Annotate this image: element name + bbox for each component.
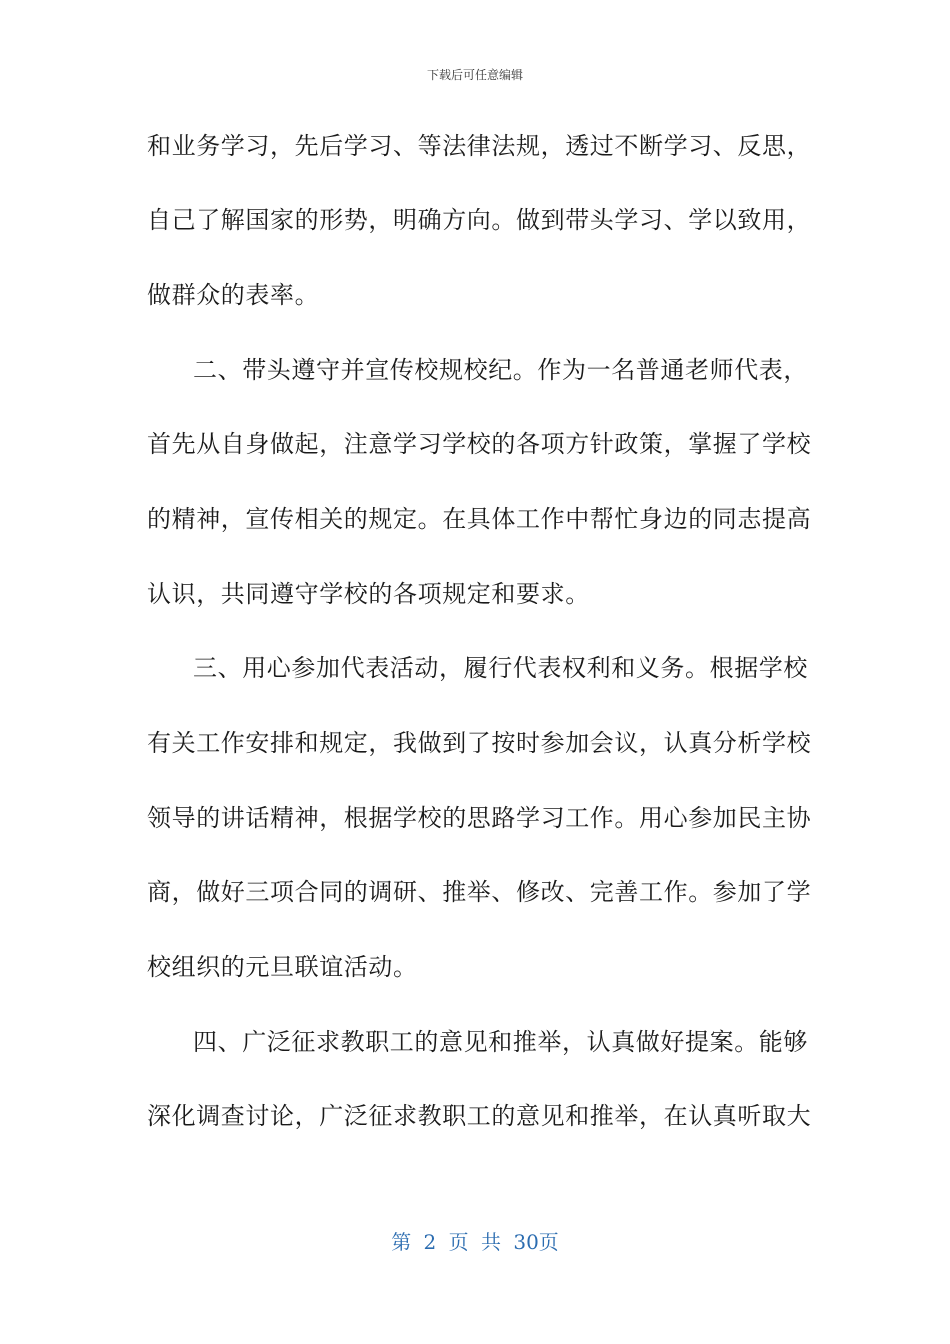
text-line: 深化调查讨论，广泛征求教职工的意见和推举，在认真听取大 [147,1102,812,1130]
page-header: 下载后可任意编辑 [426,68,523,82]
text-line: 认识，共同遵守学校的各项规定和要求。 [147,580,590,608]
text-line: 做群众的表率。 [147,281,320,309]
text-line: 商，做好三项合同的调研、推举、修改、完善工作。参加了学 [147,878,812,906]
text-line: 首先从自身做起，注意学习学校的各项方针政策，掌握了学校 [147,430,812,458]
text-line: 校组织的元旦联谊活动。 [147,953,418,981]
text-line: 自己了解国家的形势，明确方向。做到带头学习、学以致用， [147,206,812,234]
text-line: 领导的讲话精神，根据学校的思路学习工作。用心参加民主协 [147,804,812,832]
text-line: 有关工作安排和规定，我做到了按时参加会议，认真分析学校 [147,729,812,757]
page-number-footer: 第 2 页 共 30页 [391,1230,559,1254]
paragraph-start-line: 二、带头遵守并宣传校规校纪。作为一名普通老师代表， [193,356,808,384]
paragraph-start-line: 四、广泛征求教职工的意见和推举，认真做好提案。能够 [193,1028,808,1056]
text-line: 和业务学习，先后学习、等法律法规，透过不断学习、反思， [147,132,812,160]
text-line: 的精神，宣传相关的规定。在具体工作中帮忙身边的同志提高 [147,505,812,533]
paragraph-start-line: 三、用心参加代表活动，履行代表权利和义务。根据学校 [193,654,808,682]
